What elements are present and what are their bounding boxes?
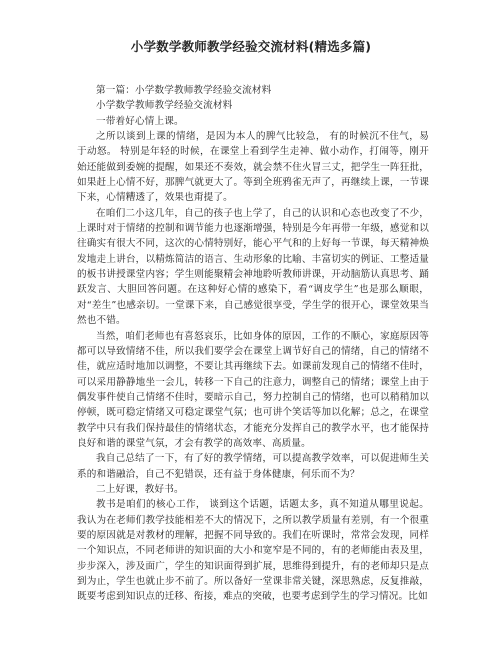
paragraph-body: 我自己总结了一下，有了好的教学情绪，可以提高教学效率，可以促进师生关系的和谐融洽，自己不犯错误，还有益于身体健康，何乐而不为？ (77, 453, 429, 480)
paragraph-body: 当然，咱们老师也有喜怒哀乐，比如身体的原因，工作的不顺心，家庭原因等都可以导致情绪不佳，所以我们要学会在课堂上调节好自己的情绪，自己的情绪不佳，就应适时地加以调整，不要让其再继续下去。如课前发现自己的情绪不佳时，可以采用静静地坐一会儿，转移一下自己的注意力，调整自己的情绪；课堂上由于偶发事件使自己情绪不佳时，要暗示自己，努力控制自己的情绪，也可以稍稍加以停顿，既可稳定情绪又可稳定课堂气氛；也可讲个笑话等加以化解；总之，在课堂教学中只有我们保持最佳的情绪状态，才能充分发挥自己的教学水平，也才能保持良好和谐的课堂气氛，才会有教学的高效率、高质量。 (77, 330, 429, 449)
paragraph-body: 在咱们二小这几年，自己的孩子也上学了，自己的认识和心态也改变了不少，上课时对于情绪的控制和调节能力也逐渐增强，特别是今年再带一年级，感觉和以往确实有很大不同，这次的心情特别好，能心平气和的上好每一节课，每天精神焕发地走上讲台，以精炼简洁的语言、生动形象的比喻、丰富切实的例证、工整适量的板书讲授课堂内容；学生则能聚精会神地聆听教师讲课，开动脑筋认真思考、踊跃发言、大胆回答问题。在这种好心情的感染下，看“调皮学生”也是那么顺眼，对“差生”也感亲切。一堂课下来，自己感觉很享受，学生学的很开心，课堂效果当然也不错。 (77, 207, 429, 327)
paragraph-part-one-heading: 第一篇：小学数学教师教学经验交流材料 (96, 85, 272, 96)
paragraph-body: 之所以谈到上课的情绪，是因为本人的脾气比较急， 有的时候沉不住气，易于动怒。 特别是年轻的时候，在课堂上看到学生走神、做小动作，打闹等，刚开始还能做到委婉的提醒，如果还不奏效，就会禁不住火冒三丈，把学生一阵狂批，如果赶上心情不好，那脾气就更大了。等到全班鸦雀无声了，再继续上课，一节课下来，心情糟透了，效果也甭提了。 (77, 131, 429, 204)
document-body (77, 83, 429, 605)
paragraph-section-two-heading: 二上好课，教好书。 (96, 483, 184, 495)
document-title: 小学数学教师教学经验交流材料(精选多篇) (130, 39, 372, 54)
paragraph-section-one-heading: 一带着好心情上课。 (96, 115, 184, 127)
paragraph-body: 教书是咱们的核心工作， 谈到这个话题，话题太多，真不知道从哪里说起。我认为在老师们教学技能相差不大的情况下，之所以教学质量有差别，有一个很重要的原因就是对教材的理解，把握不同导致的。我们在听课时，常常会发现，同样一个知识点，不同老师讲的知识面的大小和宽窄是不同的，有的老师能由表及里，步步深入，涉及面广，学生的知识面得到扩展，思维得到提升，有的老师却只是点到为止，学生也就止步不前了。所以备好一堂课非常关键，深思熟虑，反复推敲，既要考虑到知识点的迁移、衔接，难点的突破，也要考虑到学生的学习情况。比如 (77, 499, 429, 603)
paragraph-material-title: 小学数学教师教学经验交流材料 (96, 100, 233, 112)
